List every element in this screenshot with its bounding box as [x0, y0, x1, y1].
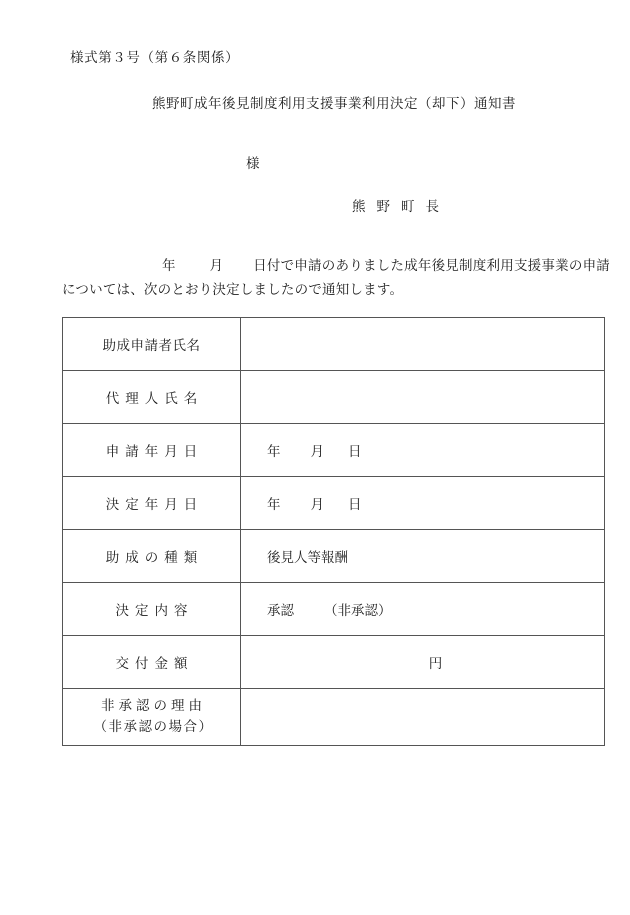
row-value-subsidy-type[interactable]: 後見人等報酬 [241, 530, 605, 583]
table-row [63, 636, 605, 689]
table-row [63, 318, 605, 371]
currency-unit-label: 円 [428, 656, 443, 672]
table-row [63, 583, 605, 636]
body-year-label: 年 [162, 258, 176, 274]
row-label-agent-name: 代理人氏名 [63, 371, 241, 424]
table-row [63, 424, 605, 477]
row-value-applicant-name[interactable] [241, 318, 605, 371]
rejection-reason-line1: 非承認の理由 [101, 698, 206, 714]
row-label-payment-amount: 交付金額 [63, 636, 241, 689]
row-value-decision-content[interactable] [241, 583, 605, 636]
body-paragraph [62, 254, 610, 302]
row-value-decision-date[interactable] [241, 477, 605, 530]
table-row [63, 530, 605, 583]
recipient-honorific: 様 [246, 156, 260, 172]
row-value-rejection-reason[interactable] [241, 689, 605, 746]
application-day-label: 日 [348, 444, 362, 460]
row-value-agent-name[interactable] [241, 371, 605, 424]
row-label-application-date: 申請年月日 [63, 424, 241, 477]
approved-option[interactable]: 承認 [267, 603, 294, 619]
body-month-label: 月 [209, 258, 224, 274]
body-sentence: 日付で申請のありました成年後見制度利用支援事業の申請については、次のとおり決定しましたので通知します。 [62, 258, 611, 298]
row-value-payment-amount[interactable] [241, 636, 605, 689]
row-label-rejection-reason [63, 689, 241, 746]
table-row [63, 371, 605, 424]
row-label-subsidy-type: 助成の種類 [63, 530, 241, 583]
not-approved-option[interactable]: （非承認） [324, 603, 392, 619]
decision-month-label: 月 [310, 497, 324, 513]
application-month-label: 月 [310, 444, 324, 460]
rejection-reason-line2: （非承認の場合） [93, 719, 214, 735]
decision-day-label: 日 [348, 497, 362, 513]
document-title: 熊野町成年後見制度利用支援事業利用決定（却下）通知書 [152, 96, 516, 112]
decision-table [62, 317, 605, 746]
table-row [63, 689, 605, 746]
row-value-application-date[interactable] [241, 424, 605, 477]
application-year-label: 年 [267, 444, 281, 460]
table-row [63, 477, 605, 530]
decision-year-label: 年 [267, 497, 281, 513]
row-label-decision-date: 決定年月日 [63, 477, 241, 530]
row-label-decision-content: 決定内容 [63, 583, 241, 636]
form-number: 様式第３号（第６条関係） [70, 50, 240, 66]
row-label-applicant-name: 助成申請者氏名 [63, 318, 241, 371]
issuer-name: 熊野町長 [352, 199, 450, 215]
